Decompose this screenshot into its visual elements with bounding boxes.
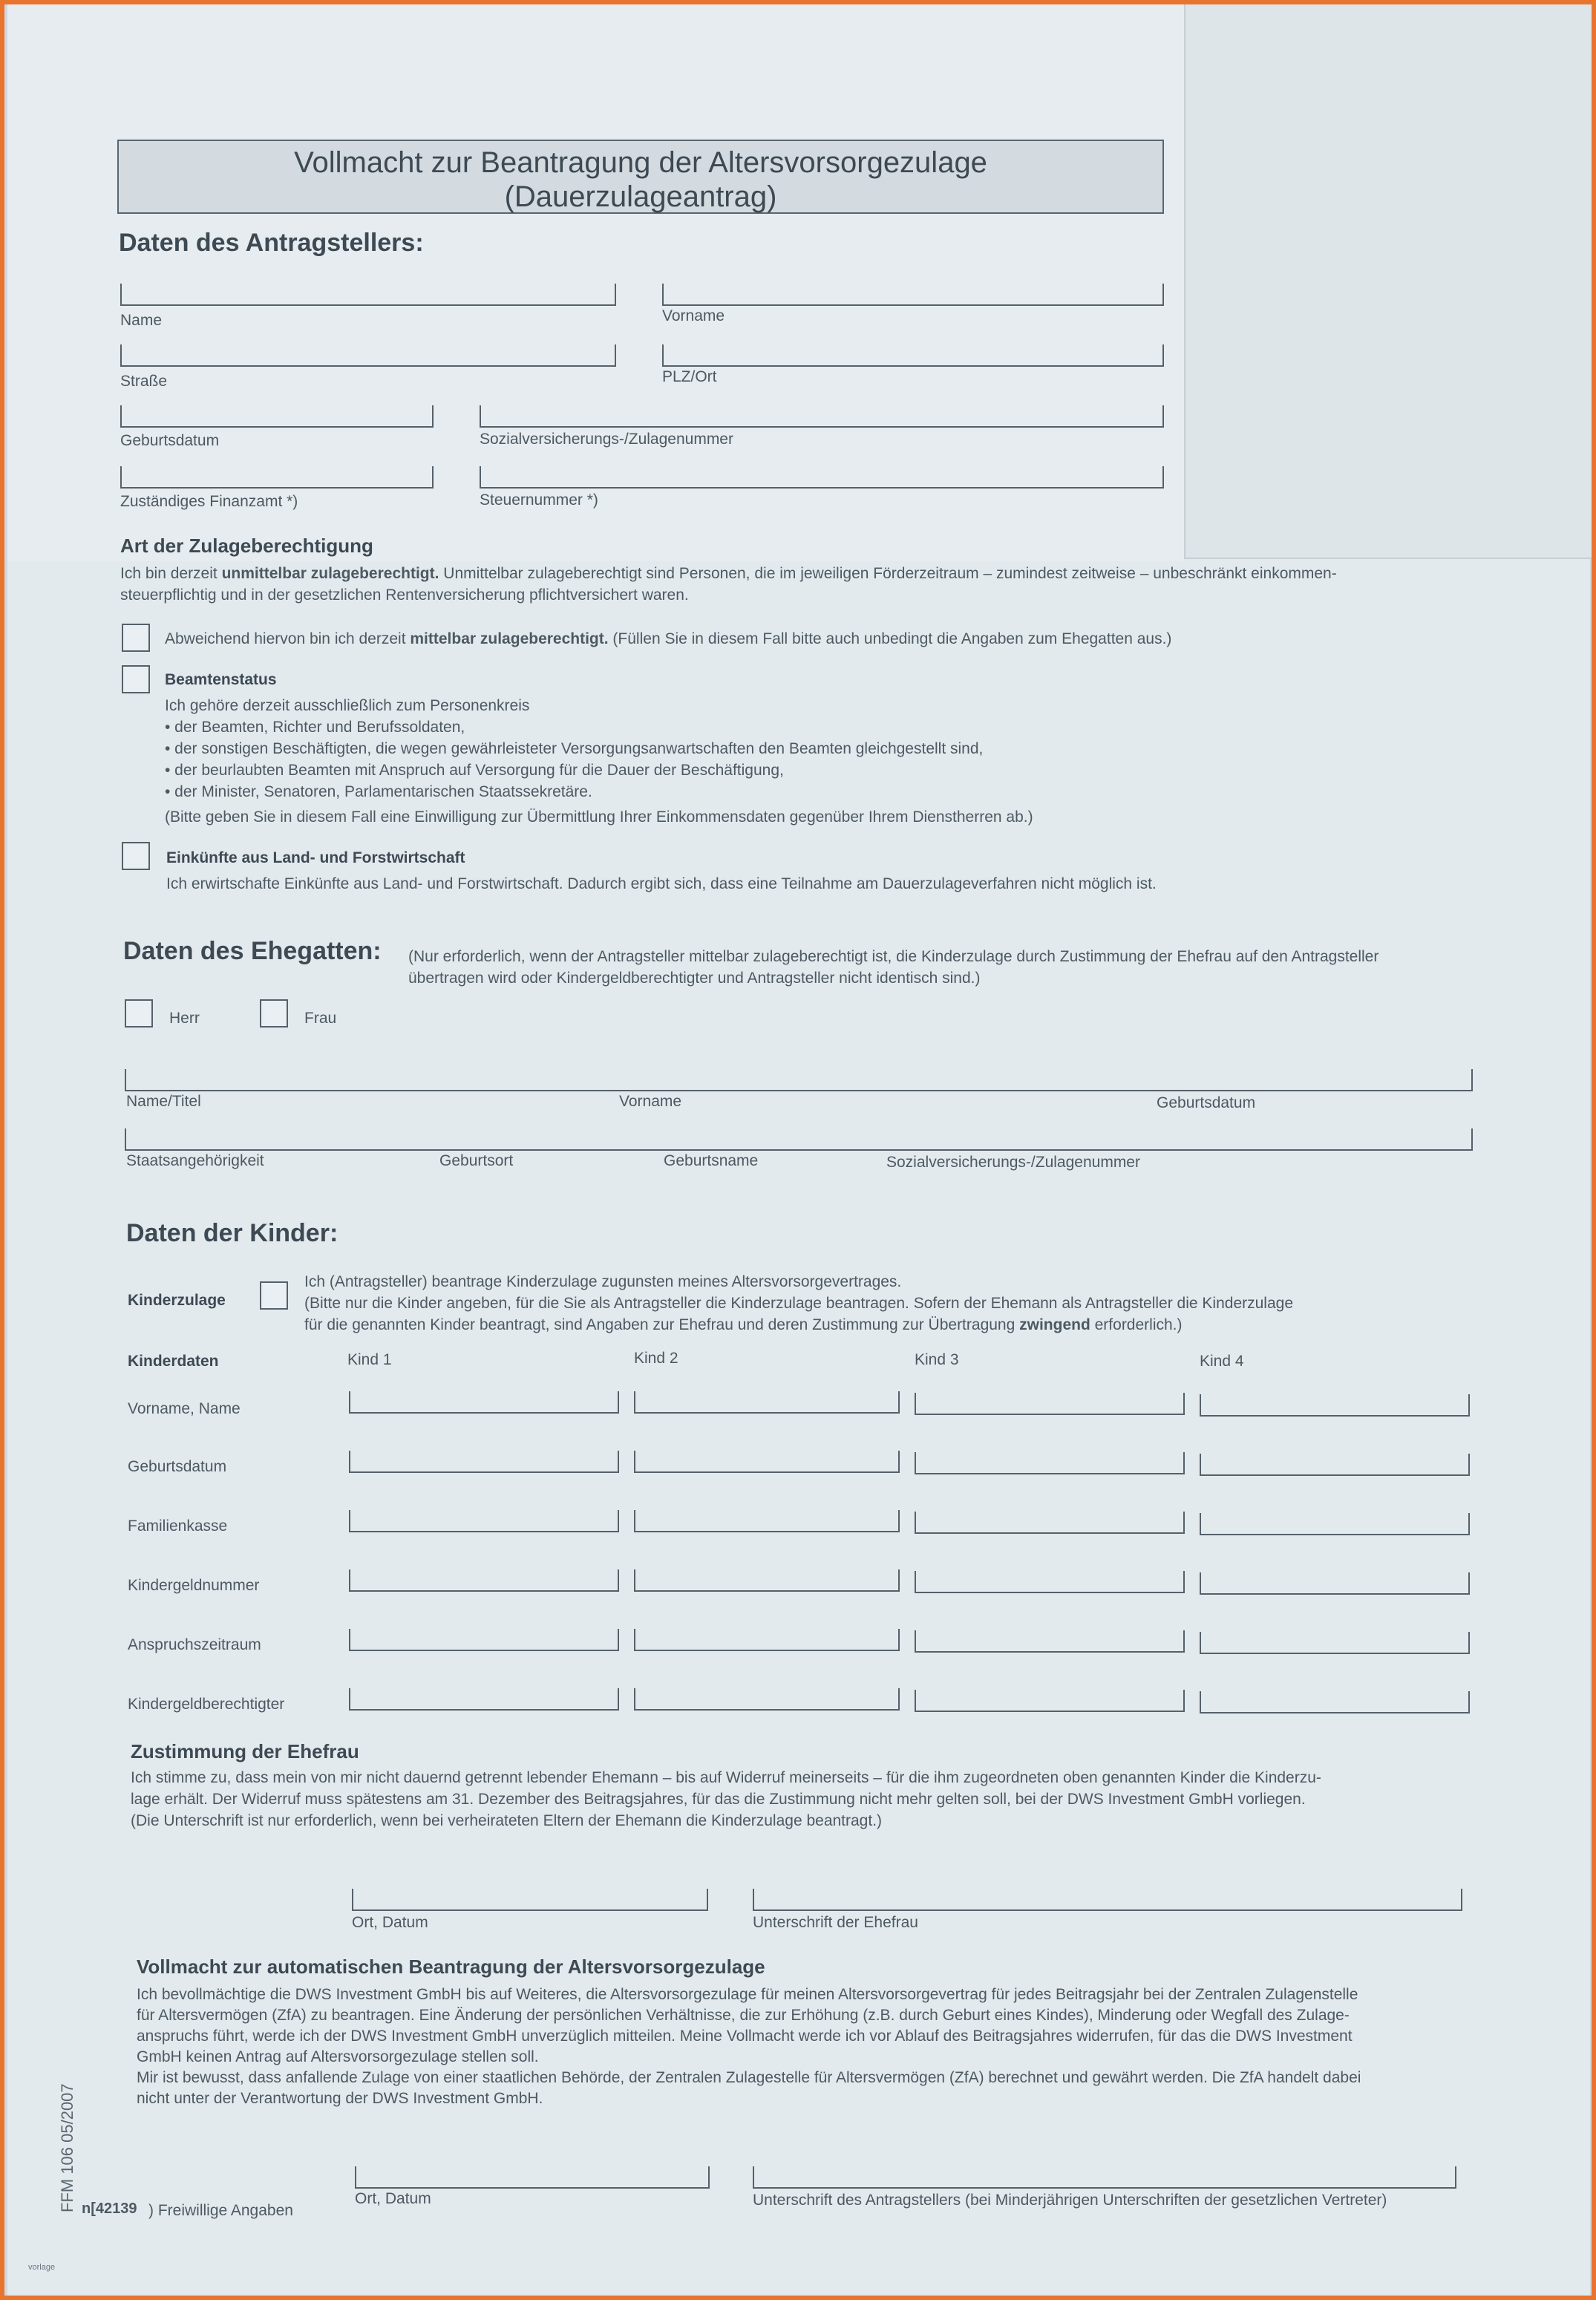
spouse-heading: Daten des Ehegatten: bbox=[123, 937, 382, 965]
kind3-geburtsdatum-field[interactable] bbox=[915, 1452, 1185, 1474]
kind2-berechtigter-field[interactable] bbox=[634, 1688, 900, 1711]
landwirtschaft-checkbox[interactable] bbox=[122, 842, 150, 870]
landwirtschaft-heading: Einkünfte aus Land- und Forstwirtschaft bbox=[166, 849, 465, 866]
beamten-line-5: • der Minister, Senatoren, Parlamentarischen Staatssekretäre. bbox=[165, 783, 592, 800]
poa-ort-datum-field[interactable] bbox=[355, 2166, 710, 2189]
children-text-3-post: erforderlich.) bbox=[1090, 1316, 1183, 1333]
staatsangehoerigkeit-label: Staatsangehörigkeit bbox=[126, 1152, 264, 1169]
kind1-geburtsdatum-field[interactable] bbox=[349, 1451, 619, 1473]
kind4-berechtigter-field[interactable] bbox=[1200, 1691, 1470, 1713]
poa-line-3: anspruchs führt, werde ich der DWS Investment GmbH unverzüglich mitteilen. Meine Vollmacht werde ich vor Ablauf des Beitragsjahres widerrufen, für das die DWS Investment bbox=[137, 2028, 1353, 2045]
kind-1-header: Kind 1 bbox=[347, 1351, 392, 1368]
beamten-line-6: (Bitte geben Sie in diesem Fall eine Einwilligung zur Übermittlung Ihrer Einkommensdaten gegenüber Ihrem Dienstherren ab.) bbox=[165, 808, 1033, 826]
kind1-familienkasse-field[interactable] bbox=[349, 1510, 619, 1532]
intro-text: Ich bin derzeit bbox=[120, 565, 222, 582]
kinderzulage-label: Kinderzulage bbox=[128, 1292, 226, 1309]
children-text-1: Ich (Antragsteller) beantrage Kinderzulage zugunsten meines Altersvorsorgevertrages. bbox=[304, 1273, 902, 1290]
poa-signature-field[interactable] bbox=[753, 2166, 1456, 2189]
kind3-anspruchszeitraum-field[interactable] bbox=[915, 1630, 1185, 1653]
kind-3-header: Kind 3 bbox=[915, 1351, 959, 1368]
plz-ort-label: PLZ/Ort bbox=[662, 368, 717, 385]
entitlement-intro-line2: steuerpflichtig und in der gesetzlichen Rentenversicherung pflichtversichert waren. bbox=[120, 587, 689, 604]
landwirtschaft-text: Ich erwirtschafte Einkünfte aus Land- und Forstwirtschaft. Dadurch ergibt sich, dass eine Teilnahme am Dauerzulageverfahren nicht möglich ist. bbox=[166, 875, 1157, 892]
row-vorname-name: Vorname, Name bbox=[128, 1400, 241, 1417]
beamtenstatus-checkbox[interactable] bbox=[122, 665, 150, 693]
footnote-text: ) Freiwillige Angaben bbox=[148, 2202, 293, 2219]
poa-line-4: GmbH keinen Antrag auf Altersvorsorgezulage stellen soll. bbox=[137, 2048, 539, 2065]
spouse-details-row-field[interactable] bbox=[125, 1128, 1473, 1151]
kind4-anspruchszeitraum-field[interactable] bbox=[1200, 1632, 1470, 1654]
spouse-geburtsdatum-label: Geburtsdatum bbox=[1157, 1094, 1256, 1111]
kind1-berechtigter-field[interactable] bbox=[349, 1688, 619, 1711]
consent-line-1: Ich stimme zu, dass mein von mir nicht dauernd getrennt lebender Ehemann – bis auf Widerruf meinerseits – für die ihm zugeordneten oben genannten Kinder die Kinderzu- bbox=[131, 1769, 1321, 1786]
geburtsname-label: Geburtsname bbox=[664, 1152, 759, 1169]
kind3-kindergeldnummer-field[interactable] bbox=[915, 1571, 1185, 1593]
herr-label: Herr bbox=[169, 1010, 200, 1027]
consent-line-3: (Die Unterschrift ist nur erforderlich, wenn bei verheirateten Eltern der Ehemann die Kinderzulage beantragt.) bbox=[131, 1812, 883, 1829]
consent-signature-field[interactable] bbox=[753, 1889, 1462, 1911]
geburtsdatum-label: Geburtsdatum bbox=[120, 432, 220, 449]
strasse-field[interactable] bbox=[120, 344, 616, 367]
beamten-line-1: Ich gehöre derzeit ausschließlich zum Personenkreis bbox=[165, 697, 530, 714]
strasse-label: Straße bbox=[120, 373, 168, 390]
form-title: Vollmacht zur Beantragung der Altersvorsorgezulage bbox=[294, 146, 987, 179]
name-field[interactable] bbox=[120, 284, 616, 306]
consent-heading: Zustimmung der Ehefrau bbox=[131, 1740, 359, 1762]
beamten-line-2: • der Beamten, Richter und Berufssoldaten, bbox=[165, 719, 465, 736]
mittelbar-checkbox[interactable] bbox=[122, 624, 150, 652]
steuernummer-field[interactable] bbox=[480, 466, 1164, 489]
name-label: Name bbox=[120, 312, 163, 329]
poa-line-6: nicht unter der Verantwortung der DWS Investment GmbH. bbox=[137, 2090, 543, 2107]
kind4-vorname-field[interactable] bbox=[1200, 1394, 1470, 1417]
poa-line-2: für Altersvermögen (ZfA) zu beantragen. Eine Änderung der persönlichen Verhältnisse, die zur Erhöhung (z.B. durch Geburt eines Kindes), Minderung oder Wegfall des Zulage- bbox=[137, 2007, 1350, 2024]
geburtsort-label: Geburtsort bbox=[439, 1152, 514, 1169]
geburtsdatum-field[interactable] bbox=[120, 405, 434, 428]
children-text-2: (Bitte nur die Kinder angeben, für die Sie als Antragsteller die Kinderzulage beantragen. Sofern der Ehemann als Antragsteller die Kinderzulage bbox=[304, 1295, 1294, 1312]
vorname-label: Vorname bbox=[662, 307, 725, 324]
poa-signature-label: Unterschrift des Antragstellers (bei Minderjährigen Unterschriften der gesetzlichen Vertreter) bbox=[753, 2192, 1387, 2209]
kinderdaten-label: Kinderdaten bbox=[128, 1353, 219, 1370]
spouse-note-1: (Nur erforderlich, wenn der Antragsteller mittelbar zulageberechtigt ist, die Kinderzulage durch Zustimmung der Ehefrau auf den Antragsteller bbox=[408, 948, 1379, 965]
poa-line-5: Mir ist bewusst, dass anfallende Zulage von einer staatlichen Behörde, der Zentralen Zulagestelle für Altersvermögen (ZfA) berechnet und gewährt werden. Die ZfA handelt dabei bbox=[137, 2069, 1361, 2086]
kind2-geburtsdatum-field[interactable] bbox=[634, 1451, 900, 1473]
spouse-name-row-field[interactable] bbox=[125, 1069, 1473, 1091]
kind4-familienkasse-field[interactable] bbox=[1200, 1513, 1470, 1535]
vorname-field[interactable] bbox=[662, 284, 1164, 306]
entitlement-heading: Art der Zulageberechtigung bbox=[120, 535, 373, 557]
sozialvers-field[interactable] bbox=[480, 405, 1164, 428]
kind2-familienkasse-field[interactable] bbox=[634, 1510, 900, 1532]
kind-2-header: Kind 2 bbox=[634, 1350, 678, 1367]
name-titel-label: Name/Titel bbox=[126, 1093, 201, 1110]
beamtenstatus-heading: Beamtenstatus bbox=[165, 671, 277, 688]
row-geburtsdatum: Geburtsdatum bbox=[128, 1458, 227, 1475]
kind3-berechtigter-field[interactable] bbox=[915, 1690, 1185, 1712]
row-kindergeldnummer: Kindergeldnummer bbox=[128, 1577, 260, 1594]
beamten-line-3: • der sonstigen Beschäftigten, die wegen gewährleisteter Versorgungsanwartschaften den Beamten gleichgestellt sind, bbox=[165, 740, 984, 757]
plz-ort-field[interactable] bbox=[662, 344, 1164, 367]
form-code: FFM 106 05/2007 bbox=[58, 2083, 76, 2212]
children-text-3-bold: zwingend bbox=[1019, 1316, 1090, 1333]
watermark-text: vorlage bbox=[28, 2263, 56, 2272]
sozialvers-label: Sozialversicherungs-/Zulagenummer bbox=[480, 431, 733, 448]
steuernummer-label: Steuernummer *) bbox=[480, 491, 598, 509]
kind1-anspruchszeitraum-field[interactable] bbox=[349, 1629, 619, 1651]
poa-ort-datum-label: Ort, Datum bbox=[355, 2190, 431, 2207]
kind2-kindergeldnummer-field[interactable] bbox=[634, 1569, 900, 1592]
consent-signature-label: Unterschrift der Ehefrau bbox=[753, 1914, 918, 1931]
kind4-geburtsdatum-field[interactable] bbox=[1200, 1454, 1470, 1476]
kind1-vorname-field[interactable] bbox=[349, 1391, 619, 1414]
spouse-sozialvers-label: Sozialversicherungs-/Zulagenummer bbox=[886, 1154, 1140, 1171]
opt1-text-rest: (Füllen Sie in diesem Fall bitte auch unbedingt die Angaben zum Ehegatten aus.) bbox=[608, 630, 1172, 647]
beamten-line-4: • der beurlaubten Beamten mit Anspruch auf Versorgung für die Dauer der Beschäftigung, bbox=[165, 762, 784, 779]
kind2-vorname-field[interactable] bbox=[634, 1391, 900, 1414]
kind3-familienkasse-field[interactable] bbox=[915, 1512, 1185, 1534]
consent-ort-datum-label: Ort, Datum bbox=[352, 1914, 428, 1931]
form-title-box bbox=[117, 140, 1164, 214]
frau-checkbox[interactable] bbox=[260, 999, 288, 1028]
consent-line-2: lage erhält. Der Widerruf muss spätestens am 31. Dezember des Beitragsjahres, für das die Zustimmung nicht mehr gelten soll, bei der DWS Investment GmbH vorliegen. bbox=[131, 1791, 1306, 1808]
consent-ort-datum-field[interactable] bbox=[352, 1889, 708, 1911]
entitlement-intro bbox=[120, 563, 1337, 584]
kind1-kindergeldnummer-field[interactable] bbox=[349, 1569, 619, 1592]
children-heading: Daten der Kinder: bbox=[126, 1219, 339, 1247]
finanzamt-label: Zuständiges Finanzamt *) bbox=[120, 493, 298, 510]
kinderzulage-checkbox[interactable] bbox=[260, 1281, 288, 1310]
poa-heading: Vollmacht zur automatischen Beantragung der Altersvorsorgezulage bbox=[137, 1956, 765, 1978]
kind2-anspruchszeitraum-field[interactable] bbox=[634, 1629, 900, 1651]
herr-checkbox[interactable] bbox=[125, 999, 153, 1028]
poa-line-1: Ich bevollmächtige die DWS Investment GmbH bis auf Weiteres, die Altersvorsorgezulage für meinen Altersvorsorgevertrag für jedes Beitragsjahr bei der Zentralen Zulagenstelle bbox=[137, 1986, 1358, 2003]
spouse-note-2: übertragen wird oder Kindergeldberechtigter und Antragsteller nicht identisch sind.) bbox=[408, 970, 981, 987]
kind4-kindergeldnummer-field[interactable] bbox=[1200, 1572, 1470, 1595]
footnote-code: n[42139 bbox=[82, 2201, 137, 2217]
kind3-vorname-field[interactable] bbox=[915, 1393, 1185, 1415]
overlapping-sheet bbox=[1184, 4, 1592, 559]
spouse-vorname-label: Vorname bbox=[619, 1093, 682, 1110]
opt1-text: Abweichend hiervon bin ich derzeit bbox=[165, 630, 411, 647]
intro-bold: unmittelbar zulageberechtigt. bbox=[221, 565, 439, 582]
form-subtitle: (Dauerzulageantrag) bbox=[504, 180, 777, 213]
row-kindergeldberechtigter: Kindergeldberechtigter bbox=[128, 1696, 285, 1713]
opt1-bold: mittelbar zulageberechtigt. bbox=[410, 630, 609, 647]
kind-4-header: Kind 4 bbox=[1200, 1353, 1244, 1370]
finanzamt-field[interactable] bbox=[120, 466, 434, 489]
applicant-heading: Daten des Antragstellers: bbox=[119, 229, 424, 257]
intro-text-rest: Unmittelbar zulageberechtigt sind Personen, die im jeweiligen Förderzeitraum – zumindest zeitweise – unbeschränkt einkommen- bbox=[439, 565, 1337, 582]
row-familienkasse: Familienkasse bbox=[128, 1517, 228, 1535]
children-text-3 bbox=[304, 1314, 1183, 1336]
mittelbar-label bbox=[165, 628, 1171, 650]
children-text-3-pre: für die genannten Kinder beantragt, sind Angaben zur Ehefrau und deren Zustimmung zur Übertragung bbox=[304, 1316, 1020, 1333]
frau-label: Frau bbox=[304, 1010, 337, 1027]
row-anspruchszeitraum: Anspruchszeitraum bbox=[128, 1636, 261, 1653]
